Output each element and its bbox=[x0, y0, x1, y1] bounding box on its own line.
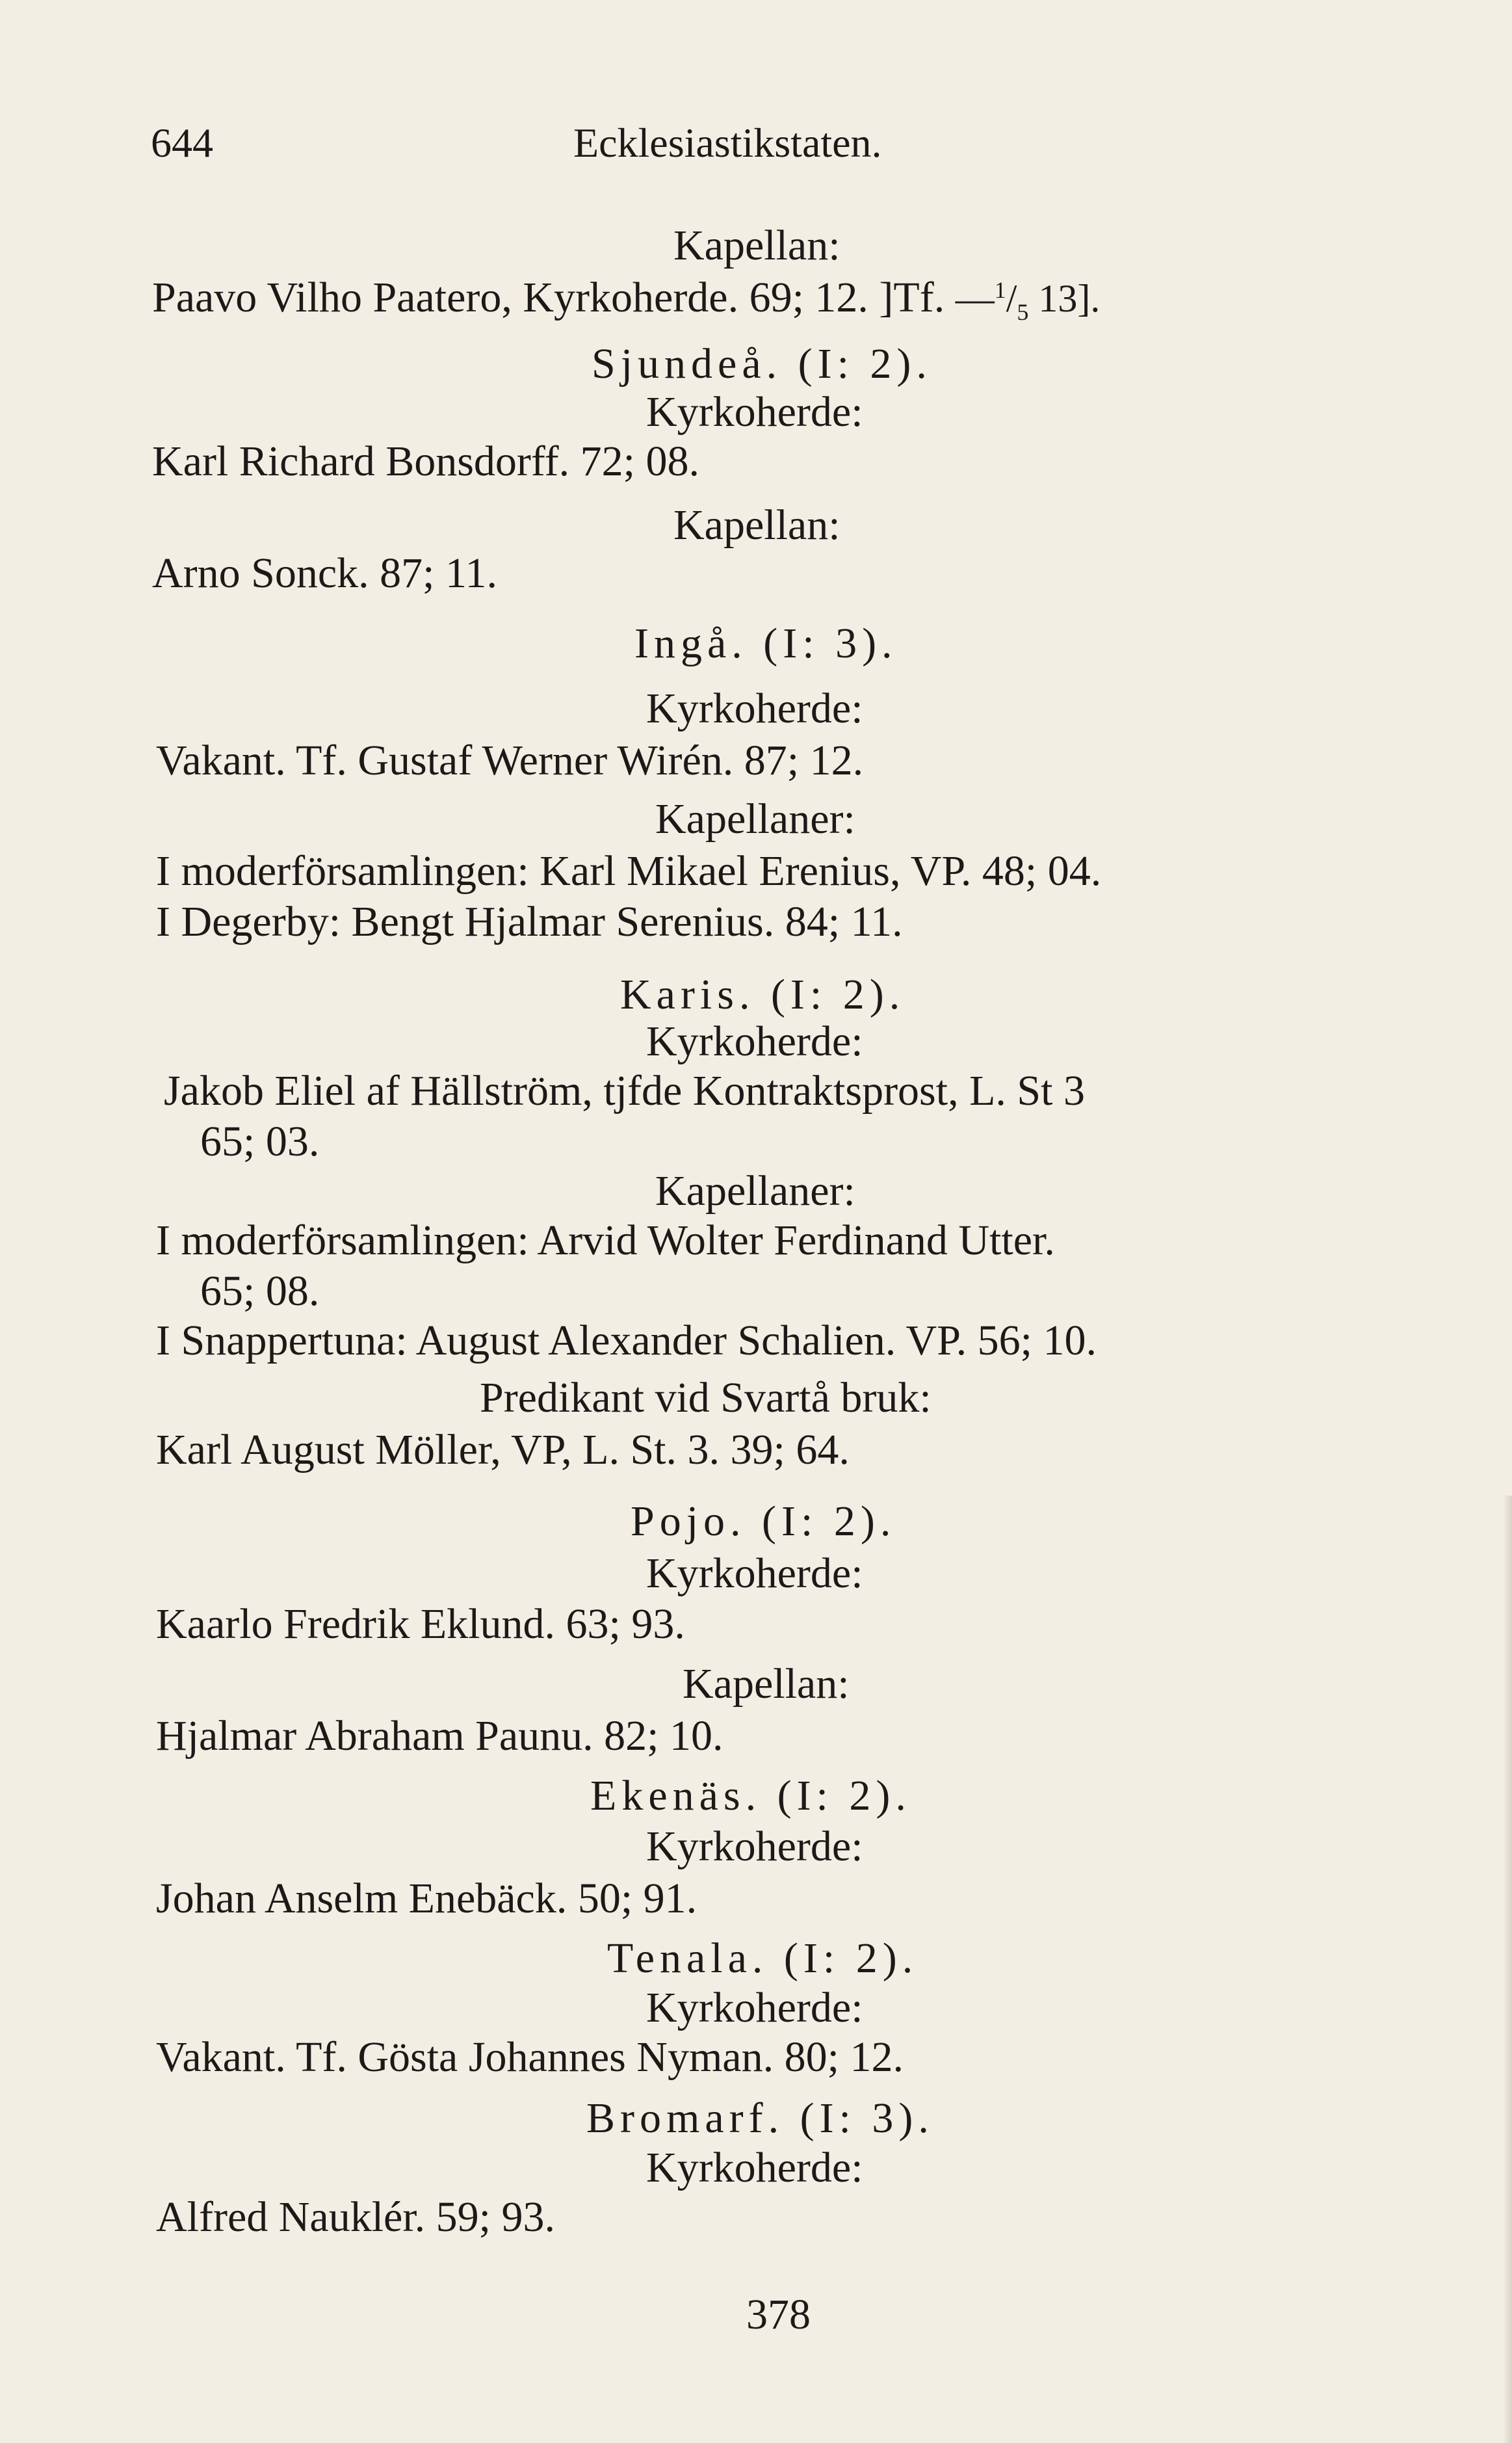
role-heading: Kyrkoherde: bbox=[646, 2144, 863, 2191]
clergy-entry: Vakant. Tf. Gustaf Werner Wirén. 87; 12. bbox=[156, 737, 864, 784]
page-edge-shadow bbox=[1503, 1496, 1512, 2443]
role-heading: Kyrkoherde: bbox=[646, 1018, 863, 1065]
running-title: Ecklesiastikstaten. bbox=[573, 120, 882, 166]
clergy-entry-cont: 65; 03. bbox=[200, 1118, 320, 1165]
clergy-entry: Vakant. Tf. Gösta Johannes Nyman. 80; 12. bbox=[156, 2033, 904, 2081]
clergy-entry: Karl Richard Bonsdorff. 72; 08. bbox=[152, 438, 699, 485]
page-number: 644 bbox=[151, 120, 213, 166]
parish-heading: Tenala. (I: 2). bbox=[607, 1935, 919, 1982]
signature-mark: 378 bbox=[746, 2291, 811, 2338]
clergy-entry: Karl August Möller, VP, L. St. 3. 39; 64. bbox=[156, 1426, 850, 1473]
parish-heading: Sjundeå. (I: 2). bbox=[592, 340, 932, 388]
clergy-entry: I Snappertuna: August Alexander Schalien. VP. 56; 10. bbox=[156, 1317, 1097, 1364]
role-heading: Kyrkoherde: bbox=[646, 388, 863, 436]
clergy-entry: Kaarlo Fredrik Eklund. 63; 93. bbox=[156, 1600, 685, 1648]
clergy-entry: I moderförsamlingen: Arvid Wolter Ferdinand Utter. bbox=[156, 1217, 1055, 1264]
clergy-entry-cont: 65; 08. bbox=[200, 1267, 320, 1315]
clergy-entry: Arno Sonck. 87; 11. bbox=[152, 549, 498, 597]
clergy-entry bbox=[152, 264, 1101, 325]
role-heading: Kyrkoherde: bbox=[646, 685, 863, 732]
parish-heading: Ekenäs. (I: 2). bbox=[590, 1772, 911, 1819]
clergy-entry: Johan Anselm Enebäck. 50; 91. bbox=[156, 1875, 697, 1922]
parish-heading: Ingå. (I: 3). bbox=[634, 620, 898, 667]
fraction: $—^1/_5$ 13]. bbox=[955, 277, 1101, 325]
role-heading: Kapellan: bbox=[673, 222, 841, 269]
role-heading: Kyrkoherde: bbox=[646, 1984, 863, 2031]
role-heading: Kyrkoherde: bbox=[646, 1550, 863, 1597]
role-heading: Predikant vid Svartå bruk: bbox=[480, 1374, 932, 1421]
clergy-entry-text: Paavo Vilho Paatero, Kyrkoherde. 69; 12. ]Tf. bbox=[152, 274, 945, 321]
clergy-entry: I moderförsamlingen: Karl Mikael Erenius, VP. 48; 04. bbox=[156, 847, 1102, 895]
role-heading: Kyrkoherde: bbox=[646, 1823, 863, 1870]
clergy-entry: Hjalmar Abraham Paunu. 82; 10. bbox=[156, 1712, 723, 1760]
parish-heading: Pojo. (I: 2). bbox=[631, 1498, 896, 1545]
clergy-entry: Alfred Nauklér. 59; 93. bbox=[156, 2193, 556, 2241]
clergy-entry: I Degerby: Bengt Hjalmar Serenius. 84; 11. bbox=[156, 898, 903, 945]
role-heading: Kapellaner: bbox=[655, 795, 855, 843]
role-heading: Kapellaner: bbox=[655, 1167, 855, 1215]
role-heading: Kapellan: bbox=[683, 1660, 850, 1708]
role-heading: Kapellan: bbox=[673, 501, 841, 549]
parish-heading: Karis. (I: 2). bbox=[620, 971, 906, 1018]
clergy-entry: Jakob Eliel af Hällström, tjfde Kontraktsprost, L. St 3 bbox=[164, 1067, 1085, 1115]
parish-heading: Bromarf. (I: 3). bbox=[586, 2094, 934, 2142]
